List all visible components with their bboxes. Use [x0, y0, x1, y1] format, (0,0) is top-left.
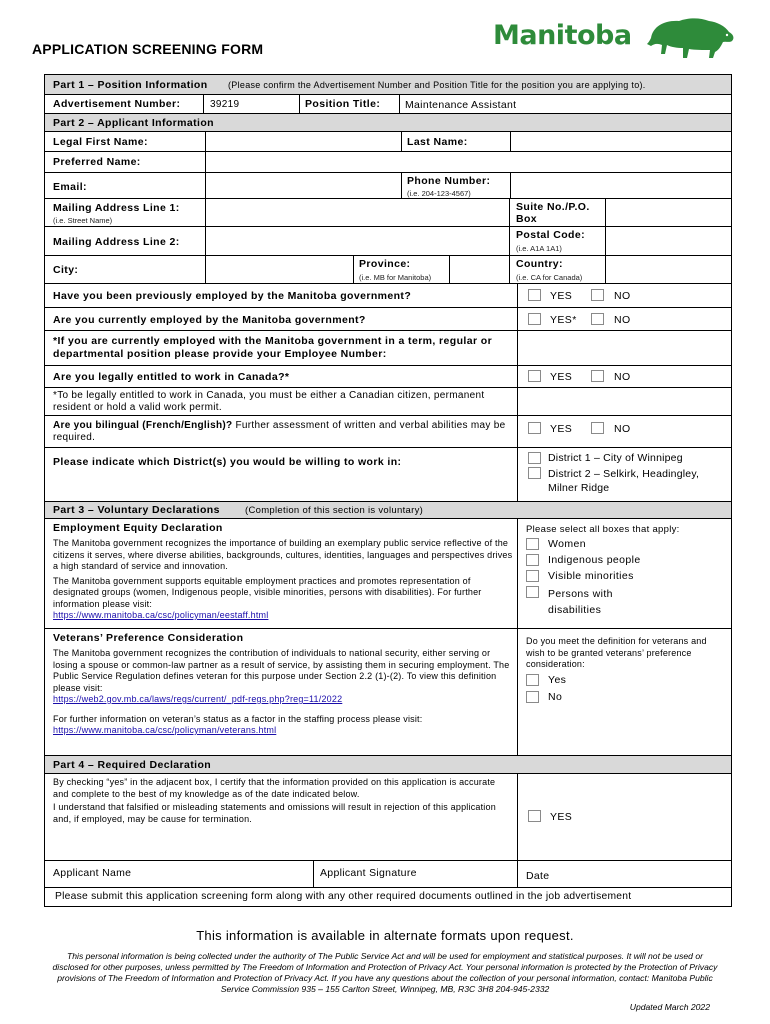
bilingual-no-checkbox[interactable]	[591, 422, 604, 434]
privacy-statement: This personal information is being collected under the authority of The Public Service Act and will be used for employment and statistical purposes. It will not be used or disclosed for other purposes, unless permitted by The Freedom of Information and Protection of Privacy Act. Your personal information is protected by the Protection of Privacy provisions of The Freedom of Information and Protection of Privacy Act. If you have any questions about the collection of your personal information, contact: Manitoba Public Service Commission 935 – 155 Carlton Street, Winnipeg, MB, R3C 3H8 204-945-2332	[52, 951, 718, 994]
disabilities-checkbox[interactable]	[526, 586, 539, 598]
visible-minorities-label: Visible minorities	[548, 570, 634, 582]
position-title-value: Maintenance Assistant	[405, 99, 517, 111]
manitoba-logo	[493, 14, 738, 62]
first-name-label: Legal First Name:	[53, 136, 148, 148]
district-options	[517, 448, 731, 501]
phone-hint: (i.e. 204-123-4567)	[407, 189, 471, 198]
province-field[interactable]	[449, 256, 509, 283]
applicant-name-label: Applicant Name	[53, 867, 132, 879]
bison-icon	[643, 14, 738, 60]
email-field[interactable]	[205, 173, 401, 198]
no-label: NO	[614, 423, 631, 435]
last-name-field[interactable]	[510, 132, 731, 151]
part1-note: (Please confirm the Advertisement Number and Position Title for the position you are applying to).	[228, 80, 646, 90]
form-title: APPLICATION SCREENING FORM	[32, 41, 264, 57]
suite-label: Suite No./P.O. Box	[516, 201, 590, 225]
previously-employed-row	[45, 284, 731, 308]
employment-equity-link[interactable]: https://www.manitoba.ca/csc/policyman/eestaff.html	[53, 610, 269, 620]
yes-star-label: YES*	[550, 314, 577, 326]
phone-field[interactable]	[510, 173, 731, 198]
currently-employed-options	[517, 308, 731, 330]
country-hint: (i.e. CA for Canada)	[516, 273, 583, 282]
currently-employed-yes-checkbox[interactable]	[528, 313, 541, 325]
district1-checkbox[interactable]	[528, 452, 541, 464]
legal-yes-checkbox[interactable]	[528, 370, 541, 382]
women-label: Women	[548, 538, 586, 550]
bilingual-row	[45, 416, 731, 448]
position-title-label: Position Title:	[305, 98, 381, 110]
employment-equity-p1: The Manitoba government recognizes the importance of building an exemplary public service reflective of the citizens it serves, where diverse abilities, backgrounds, cultures, identities, languages and perspectives drives a high standard of service and innovation.	[53, 538, 513, 571]
legal-entitlement-note: *To be legally entitled to work in Canada, you must be either a Canadian citizen, permanent resident or hold a valid work permit.	[53, 390, 485, 413]
legal-entitlement-question: Are you legally entitled to work in Canada?*	[53, 371, 290, 383]
indigenous-checkbox[interactable]	[526, 554, 539, 566]
date-label: Date	[526, 870, 550, 882]
previously-employed-question: Have you been previously employed by the Manitoba government?	[53, 290, 412, 302]
ad-number-field[interactable]	[203, 95, 299, 113]
veterans-question: Do you meet the definition for veterans and wish to be granted veterans’ preference consideration:	[526, 636, 707, 669]
address2-label: Mailing Address Line 2:	[53, 236, 180, 248]
ad-number-label: Advertisement Number:	[53, 98, 181, 110]
bilingual-yes-checkbox[interactable]	[528, 422, 541, 434]
previously-employed-options	[517, 284, 731, 307]
veterans-no-label: No	[548, 691, 563, 703]
district2-label: District 2 – Selkirk, Headingley, Milner Ridge	[548, 468, 700, 494]
district2-checkbox[interactable]	[528, 467, 541, 479]
veterans-policy-link[interactable]: https://www.manitoba.ca/csc/policyman/veterans.html	[53, 725, 277, 735]
veterans-no-checkbox[interactable]	[526, 691, 539, 703]
visible-minorities-checkbox[interactable]	[526, 570, 539, 582]
declaration-text	[53, 777, 513, 825]
yes-label: YES	[550, 290, 573, 302]
preferred-name-label: Preferred Name:	[53, 156, 141, 168]
declaration-yes-checkbox[interactable]	[528, 810, 541, 822]
part2-heading-row	[45, 114, 731, 132]
legal-no-checkbox[interactable]	[591, 370, 604, 382]
country-label: Country:	[516, 258, 563, 270]
bilingual-question-rest: Further assessment of written and verbal abilities may be required.	[53, 420, 506, 443]
veterans-p2: For further information on veteran’s status as a factor in the staffing process please visit:	[53, 713, 423, 724]
employee-number-question: *If you are currently employed with the Manitoba government in a term, regular or departmental position please provide your Employee Number:	[53, 335, 493, 360]
veterans-yes-checkbox[interactable]	[526, 674, 539, 686]
position-row	[45, 95, 731, 114]
position-title-field[interactable]	[399, 95, 731, 113]
date-cell[interactable]	[517, 861, 731, 887]
declaration-p2: I understand that falsified or misleading statements and omissions will result in rejection of this application and, if employed, may be cause for termination.	[53, 802, 496, 824]
submit-note-row	[45, 888, 731, 906]
part2-heading: Part 2 – Applicant Information	[53, 117, 214, 129]
employment-equity-row	[45, 519, 731, 629]
country-label-cell	[509, 256, 605, 283]
indigenous-label: Indigenous people	[548, 554, 641, 566]
logo-wordmark: Manitoba	[493, 20, 632, 51]
bilingual-question	[53, 420, 513, 444]
submit-note: Please submit this application screening form along with any other required documents outlined in the job advertisement	[55, 891, 632, 902]
part4-heading: Part 4 – Required Declaration	[53, 759, 212, 771]
address1-row	[45, 199, 731, 227]
employee-number-field[interactable]	[517, 331, 731, 365]
province-hint: (i.e. MB for Manitoba)	[359, 273, 432, 282]
women-checkbox[interactable]	[526, 538, 539, 550]
suite-field[interactable]	[605, 199, 731, 226]
disabilities-label: Persons with disabilities	[548, 588, 613, 616]
province-label-cell	[353, 256, 449, 283]
phone-label-cell	[401, 173, 510, 198]
phone-label: Phone Number:	[407, 175, 491, 187]
postal-hint: (i.e. A1A 1A1)	[516, 244, 562, 253]
previously-employed-yes-checkbox[interactable]	[528, 289, 541, 301]
part3-heading: Part 3 – Voluntary Declarations	[53, 504, 220, 516]
currently-employed-no-checkbox[interactable]	[591, 313, 604, 325]
last-name-label-cell	[401, 132, 510, 151]
address2-field[interactable]	[205, 227, 509, 255]
veterans-options	[517, 629, 731, 755]
veterans-p1: The Manitoba government recognizes the contribution of individuals to national security, either serving or losing a spouse or common-law partner as a result of service, by assisting them in securing employment. The Public Service Regulation defines veteran for this purpose under Section 2.2 (1)-(2). To view this definition please visit:	[53, 648, 510, 693]
part3-note: (Completion of this section is voluntary)	[245, 505, 424, 516]
veterans-text	[53, 632, 513, 737]
postal-label: Postal Code:	[516, 229, 585, 241]
veterans-definition-link[interactable]: https://web2.gov.mb.ca/laws/regs/current/_pdf-regs.php?reg=11/2022	[53, 694, 343, 704]
postal-field[interactable]	[605, 227, 731, 255]
no-label: NO	[614, 371, 631, 383]
veterans-title: Veterans’ Preference Consideration	[53, 632, 244, 644]
bilingual-options	[517, 416, 731, 447]
employment-equity-title: Employment Equity Declaration	[53, 522, 223, 534]
yes-label: YES	[550, 371, 573, 383]
province-label: Province:	[359, 258, 411, 270]
legal-note-divider	[517, 388, 731, 415]
updated-date: Updated March 2022	[629, 1002, 710, 1012]
email-label: Email:	[53, 181, 87, 193]
employment-equity-options	[517, 519, 731, 628]
suite-label-cell	[509, 199, 605, 226]
declaration-row	[45, 774, 731, 861]
part1-heading: Part 1 – Position Information	[53, 79, 208, 91]
bilingual-question-bold: Are you bilingual (French/English)?	[53, 420, 233, 431]
city-field[interactable]	[205, 256, 353, 283]
city-row	[45, 256, 731, 284]
legal-entitlement-row	[45, 366, 731, 388]
address1-field[interactable]	[205, 199, 509, 226]
address1-hint: (i.e. Street Name)	[53, 216, 113, 225]
applicant-signature-label: Applicant Signature	[320, 867, 417, 879]
select-all-instruction: Please select all boxes that apply:	[526, 524, 680, 535]
position-title-label-cell	[299, 95, 399, 113]
first-name-field[interactable]	[205, 132, 401, 151]
ad-number-value: 39219	[210, 99, 240, 110]
employee-number-row	[45, 331, 731, 366]
part4-heading-row	[45, 756, 731, 774]
veterans-row	[45, 629, 731, 756]
alternate-formats-note: This information is available in alternate formats upon request.	[196, 928, 574, 943]
veterans-yes-label: Yes	[548, 674, 567, 686]
address1-label: Mailing Address Line 1:	[53, 202, 180, 214]
currently-employed-row	[45, 308, 731, 331]
screening-form	[44, 74, 732, 907]
postal-label-cell	[509, 227, 605, 255]
email-row	[45, 173, 731, 199]
name-row	[45, 132, 731, 152]
district-question: Please indicate which District(s) you would be willing to work in:	[53, 456, 402, 468]
part3-heading-row	[45, 502, 731, 519]
preferred-name-field[interactable]	[205, 152, 731, 172]
declaration-p1: By checking “yes” in the adjacent box, I certify that the information provided on this application is accurate and complete to the best of my knowledge as of the date indicated below.	[53, 777, 496, 799]
signature-row	[45, 861, 731, 888]
no-label: NO	[614, 290, 631, 302]
no-label: NO	[614, 314, 631, 326]
declaration-options	[517, 774, 731, 860]
declaration-yes-label: YES	[550, 811, 573, 823]
country-field[interactable]	[605, 256, 731, 283]
address2-row	[45, 227, 731, 256]
employment-equity-text	[53, 522, 513, 622]
applicant-signature-cell[interactable]	[313, 861, 517, 887]
legal-note-row	[45, 388, 731, 416]
previously-employed-no-checkbox[interactable]	[591, 289, 604, 301]
city-label: City:	[53, 264, 79, 276]
district-row	[45, 448, 731, 502]
part1-heading-row	[45, 75, 731, 95]
currently-employed-question: Are you currently employed by the Manitoba government?	[53, 314, 366, 326]
employment-equity-p2: The Manitoba government supports equitable employment practices and promotes representation of designated groups (women, Indigenous people, visible minorities, persons with disabilities). For further information please visit:	[53, 575, 482, 609]
yes-label: YES	[550, 423, 573, 435]
last-name-label: Last Name:	[407, 136, 468, 148]
preferred-name-row	[45, 152, 731, 173]
district1-label: District 1 – City of Winnipeg	[548, 452, 683, 464]
